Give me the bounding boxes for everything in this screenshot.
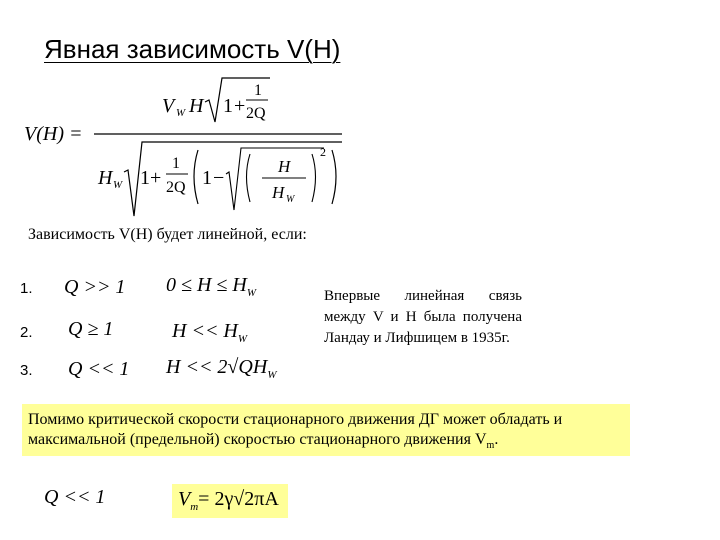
den-hw-bottom: H [272, 183, 285, 202]
row-2-range: $H << H_W$ [172, 320, 248, 345]
den-frac-top: 1 [172, 155, 180, 172]
den-h-top: H [278, 157, 291, 176]
row-1-number: 1. [20, 280, 33, 297]
vm-formula: $V_m= 2\gamma√2\pi A$ [178, 488, 279, 513]
num-one: 1 [223, 95, 233, 117]
den-one: 1 [140, 167, 150, 189]
num-v: V [162, 95, 175, 117]
row-2-number: 2. [20, 324, 33, 341]
row-2-condition: Q ≥ 1 [68, 318, 114, 340]
highlight-box [22, 404, 630, 456]
num-h: H [189, 95, 204, 117]
row-1-condition: Q >> 1 [64, 276, 126, 298]
den-minus: − [213, 167, 225, 189]
num-frac-top: 1 [254, 82, 262, 99]
bottom-condition: Q << 1 [44, 486, 106, 508]
vm-formula-box [172, 484, 288, 518]
history-note: Впервые линейная связь между V и H была получена Ландау и Лифшицем в 1935г. [324, 288, 522, 346]
row-3-number: 3. [20, 362, 33, 379]
den-frac-bottom: 2Q [166, 179, 186, 196]
slide-title: Явная зависимость V(H) [44, 34, 341, 64]
row-3-condition: Q << 1 [68, 358, 130, 380]
highlight-text: Помимо критической скорости стационарного движения ДГ может обладать и максимальной (предельной) скоростью стационарного движения $V_m$. [28, 411, 563, 452]
main-formula [24, 76, 354, 226]
formula-lhs: V(H) = [24, 123, 83, 145]
condition-text: Зависимость V(H) будет линейной, если: [28, 226, 307, 243]
den-sub-w: W [113, 179, 123, 191]
row-1-range: $0 \le H \le H_W$ [166, 274, 257, 299]
den-exp: 2 [320, 145, 326, 159]
den-hw-sub: W [286, 194, 295, 205]
row-3-range: $H << 2√QH_W$ [166, 356, 277, 381]
den-plus: + [150, 167, 162, 189]
num-frac-bottom: 2Q [246, 105, 266, 122]
num-sub-w: W [176, 107, 186, 119]
den-inner-one: 1 [202, 167, 212, 189]
den-h: H [98, 167, 113, 189]
num-plus: + [234, 95, 246, 117]
